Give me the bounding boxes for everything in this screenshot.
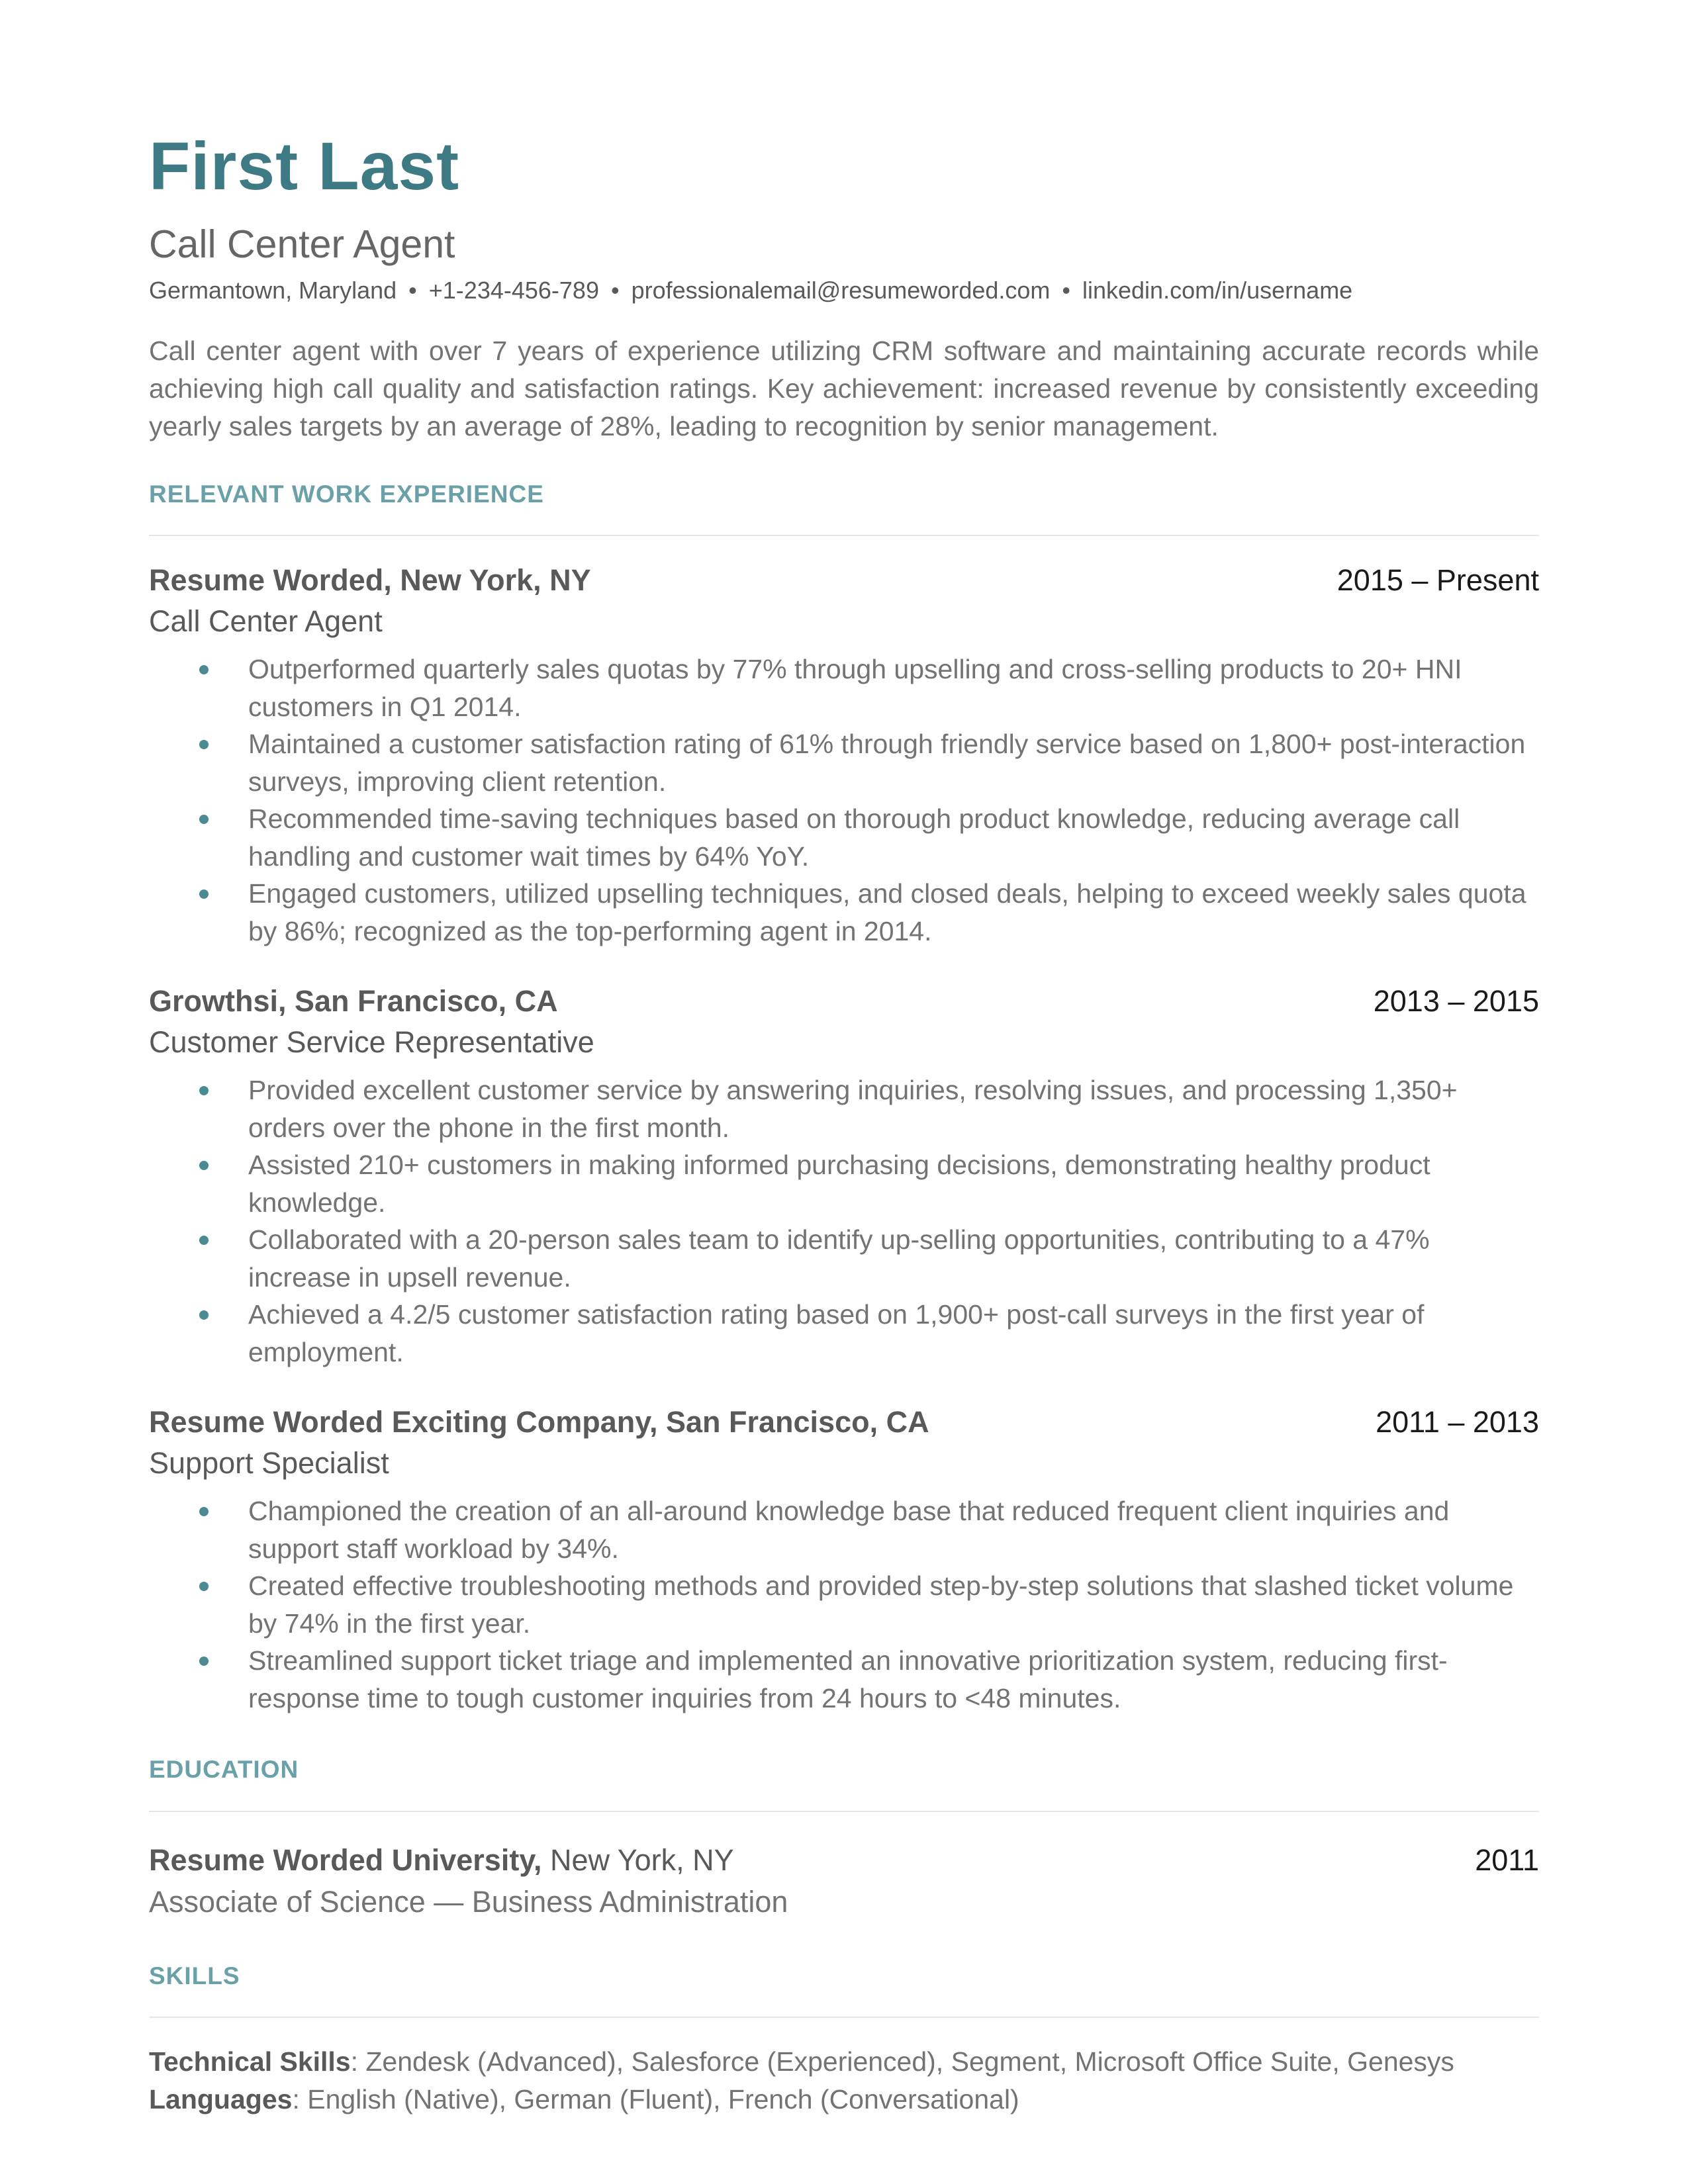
job-role: Customer Service Representative [149, 1025, 594, 1059]
bullet-text: Engaged customers, utilized upselling techniques, and closed deals, helping to exceed weekly sales quota by 86%; recognized as the top-performing agent in 2014. [248, 878, 1526, 946]
bullet-item [149, 1492, 1539, 1567]
job-dates: 2015 – Present [1336, 563, 1539, 597]
summary-paragraph: Call center agent with over 7 years of experience utilizing CRM software and maintaining accurate records while achieving high call quality and satisfaction ratings. Key achievement: increased revenue by consistently exceeding yearly sales targets by an average of 28%, leading to recognition by senior management. [149, 336, 1539, 441]
job-company: Resume Worded, New York, NY [149, 563, 591, 597]
section-divider [149, 535, 1539, 536]
section-divider [149, 1811, 1539, 1812]
contact-linkedin[interactable]: linkedin.com/in/username [1082, 277, 1353, 304]
bullet-text: Assisted 210+ customers in making informed purchasing decisions, demonstrating healthy product knowledge. [248, 1150, 1430, 1218]
job-bullets [149, 1071, 1539, 1371]
contact-separator: • [610, 277, 620, 304]
bullet-dot [199, 815, 209, 824]
bullet-text: Recommended time-saving techniques based on thorough product knowledge, reducing average call handling and customer wait times by 64% YoY. [248, 803, 1460, 872]
bullet-text: Maintained a customer satisfaction rating of 61% through friendly service based on 1,800+ post-interaction surveys, improving client retention. [248, 729, 1526, 797]
bullet-text: Provided excellent customer service by answering inquiries, resolving issues, and processing 1,350+ orders over the phone in the first month. [248, 1075, 1458, 1143]
bullet-dot [199, 740, 209, 749]
bullet-item [149, 1567, 1539, 1642]
bullet-item [149, 875, 1539, 950]
job-dates: 2011 – 2013 [1376, 1405, 1539, 1439]
section-heading-skills: SKILLS [149, 1962, 240, 1989]
bullet-text: Outperformed quarterly sales quotas by 77% through upselling and cross-selling products to 20+ HNI customers in Q1 2014. [248, 654, 1462, 722]
bullet-item [149, 1071, 1539, 1146]
skills-technical-value: : Zendesk (Advanced), Salesforce (Experienced), Segment, Microsoft Office Suite, Genesys [350, 2046, 1454, 2077]
section-heading-experience: RELEVANT WORK EXPERIENCE [149, 480, 544, 508]
skills-languages-value: : English (Native), German (Fluent), French (Conversational) [292, 2084, 1019, 2115]
contact-phone: +1-234-456-789 [428, 277, 599, 304]
bullet-dot [199, 1086, 209, 1095]
bullet-item [149, 1642, 1539, 1717]
bullet-dot [199, 1582, 209, 1591]
bullet-text: Collaborated with a 20-person sales team to identify up-selling opportunities, contributing to a 47% increase in upsell revenue. [248, 1224, 1430, 1293]
contact-location: Germantown, Maryland [149, 277, 397, 304]
job-company: Growthsi, San Francisco, CA [149, 984, 558, 1018]
education-school-line [149, 1845, 1539, 1875]
job-dates: 2013 – 2015 [1373, 984, 1539, 1018]
bullet-text: Created effective troubleshooting methods and provided step-by-step solutions that slashed ticket volume by 74% in the first year. [248, 1570, 1514, 1639]
job-company: Resume Worded Exciting Company, San Francisco, CA [149, 1405, 929, 1439]
education-school: Resume Worded University, [149, 1843, 542, 1877]
bullet-item [149, 651, 1539, 725]
skills-languages-label: Languages [149, 2084, 293, 2115]
bullet-dot [199, 1310, 209, 1320]
bullet-dot [199, 889, 209, 899]
bullet-item [149, 725, 1539, 800]
job-role: Support Specialist [149, 1446, 389, 1480]
bullet-item [149, 1221, 1539, 1296]
bullet-text: Achieved a 4.2/5 customer satisfaction rating based on 1,900+ post-call surveys in the first year of employment. [248, 1299, 1425, 1367]
section-heading-education: EDUCATION [149, 1756, 299, 1783]
education-year: 2011 [1475, 1843, 1539, 1877]
education-degree: Associate of Science — Business Administration [149, 1885, 788, 1919]
bullet-text: Streamlined support ticket triage and implemented an innovative prioritization system, reducing first-response time to tough customer inquiries from 24 hours to <48 minutes. [248, 1645, 1448, 1713]
bullet-dot [199, 1236, 209, 1245]
candidate-name: First Last [149, 128, 460, 204]
job-bullets [149, 1492, 1539, 1717]
bullet-text: Championed the creation of an all-around knowledge base that reduced frequent client inquiries and support staff workload by 34%. [248, 1496, 1450, 1564]
skills-languages [149, 2081, 1539, 2118]
bullet-item [149, 800, 1539, 875]
bullet-item [149, 1146, 1539, 1221]
candidate-title: Call Center Agent [149, 222, 455, 266]
job-bullets [149, 651, 1539, 950]
bullet-dot [199, 1507, 209, 1516]
job-entry [149, 565, 1539, 950]
contact-separator: • [408, 277, 417, 304]
bullet-dot [199, 665, 209, 674]
job-role: Call Center Agent [149, 604, 383, 638]
skills-technical-label: Technical Skills [149, 2046, 351, 2077]
job-entry [149, 1407, 1539, 1717]
bullet-dot [199, 1161, 209, 1170]
contact-separator: • [1062, 277, 1070, 304]
contact-line [149, 279, 1352, 302]
skills-technical [149, 2043, 1539, 2081]
contact-email[interactable]: professionalemail@resumeworded.com [631, 277, 1051, 304]
bullet-dot [199, 1657, 209, 1666]
education-location: New York, NY [550, 1843, 734, 1877]
job-entry [149, 986, 1539, 1371]
bullet-item [149, 1296, 1539, 1371]
education-entry [149, 1845, 1539, 1917]
skills-block [149, 2043, 1539, 2118]
section-divider [149, 2017, 1539, 2018]
